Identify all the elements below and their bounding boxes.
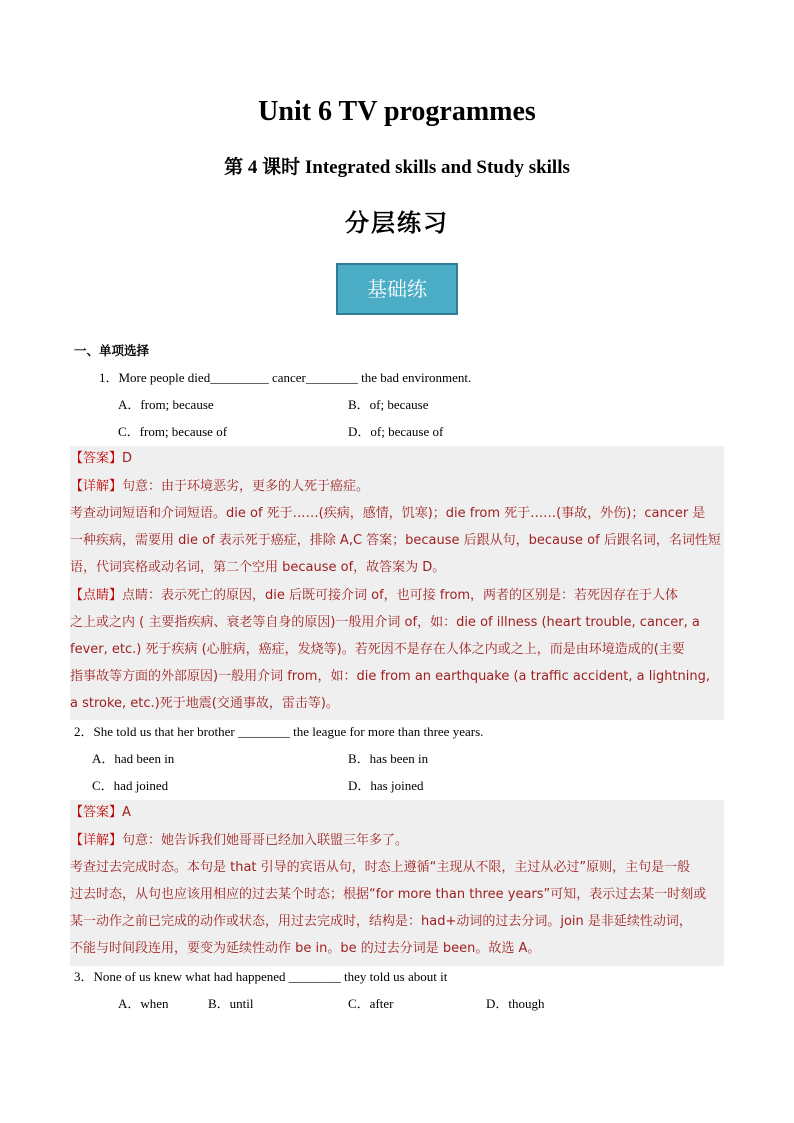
q1-tip-line: 点睛：表示死亡的原因，die 后既可接介词 of，也可接 from，两者的区别是：若死因存在于人体 [122,588,679,603]
q1-detail-line: 句意：由于环境恶劣，更多的人死于癌症。 [122,479,370,494]
q2-answer: A [122,805,131,820]
question-2-stem: 2．She told us that her brother ________ the league for more than three years. [74,724,484,739]
q3-option-b: B．until [208,996,254,1011]
q2-option-a: A．had been in [92,751,175,766]
section-heading: 一、单项选择 [74,343,150,358]
q1-option-c: C．from; because of [118,424,228,439]
page-title: Unit 6 TV programmes [258,96,536,127]
q1-answer: D [122,451,133,466]
q2-detail-row [70,832,724,850]
q1-tip-line: 指事故等方面的外部原因)一般用介词 from，如：die from an earthquake (a traffic accident, a lightning, [70,669,711,684]
q2-answer-row [70,804,724,822]
q1-option-d: D．of; because of [348,424,444,439]
q1-tip-line: a stroke, etc.)死于地震(交通事故，雷击等)。 [70,696,339,711]
q1-tip-line: fever, etc.) 死于疾病 (心脏病，癌症，发烧等)。若死因不是存在人体之内或之上，而是由环境造成的(主要 [70,642,685,657]
question-3-stem: 3．None of us knew what had happened ________ they told us about it [74,969,448,984]
detail-tag: 【详解】 [70,833,123,848]
answer-tag: 【答案】 [70,805,123,820]
q1-tip-line: 之上或之内 ( 主要指疾病、衰老等自身的原因)一般用介词 of，如：die of illness (heart trouble, cancer, a [70,615,700,630]
q2-detail-line: 不能与时间段连用，要变为延续性动作 be in。be 的过去分词是 been。故选 A。 [70,941,541,956]
q1-detail-line: 一种疾病，需要用 die of 表示死于癌症，排除 A,C 答案；because 后跟从句，because of 后跟名词，名词性短 [70,533,721,548]
answer-tag: 【答案】 [70,451,123,466]
lesson-subtitle: 第 4 课时 Integrated skills and Study skills [224,157,570,178]
q2-option-c: C．had joined [92,778,169,793]
q3-option-c: C．after [348,996,394,1011]
q2-detail-line: 某一动作之前已完成的动作或状态，用过去完成时，结构是：had+动词的过去分词。join 是非延续性动词， [70,914,692,929]
tip-tag: 【点睛】 [70,588,123,603]
q1-detail-line: 语，代词宾格或动名词，第二个空用 because of，故答案为 D。 [70,560,446,575]
q1-tip-row [70,587,724,605]
q1-detail-row [70,478,724,496]
q1-detail-line: 考查动词短语和介词短语。die of 死于……(疾病，感情，饥寒)；die from 死于……(事故，外伤)；cancer 是 [70,506,706,521]
q2-detail-line: 句意：她告诉我们她哥哥已经加入联盟三年多了。 [122,833,409,848]
q2-detail-line: 过去时态，从句也应该用相应的过去某个时态；根据“for more than three years”可知，表示过去某一时刻或 [70,887,707,902]
practice-heading: 分层练习 [345,211,449,237]
q1-answer-row [70,450,724,468]
q2-option-d: D．has joined [348,778,424,793]
question-1-stem: 1．More people died_________ cancer________ the bad environment. [99,370,472,385]
q2-option-b: B．has been in [348,751,429,766]
q3-option-d: D．though [486,996,545,1011]
q2-detail-line: 考查过去完成时态。本句是 that 引导的宾语从句，时态上遵循“主现从不限，主过从必过”原则，主句是一般 [70,860,691,875]
q3-option-a: A．when [118,996,169,1011]
basic-practice-badge: 基础练 [336,263,458,315]
q1-option-a: A．from; because [118,397,214,412]
detail-tag: 【详解】 [70,479,123,494]
q1-option-b: B．of; because [348,397,429,412]
